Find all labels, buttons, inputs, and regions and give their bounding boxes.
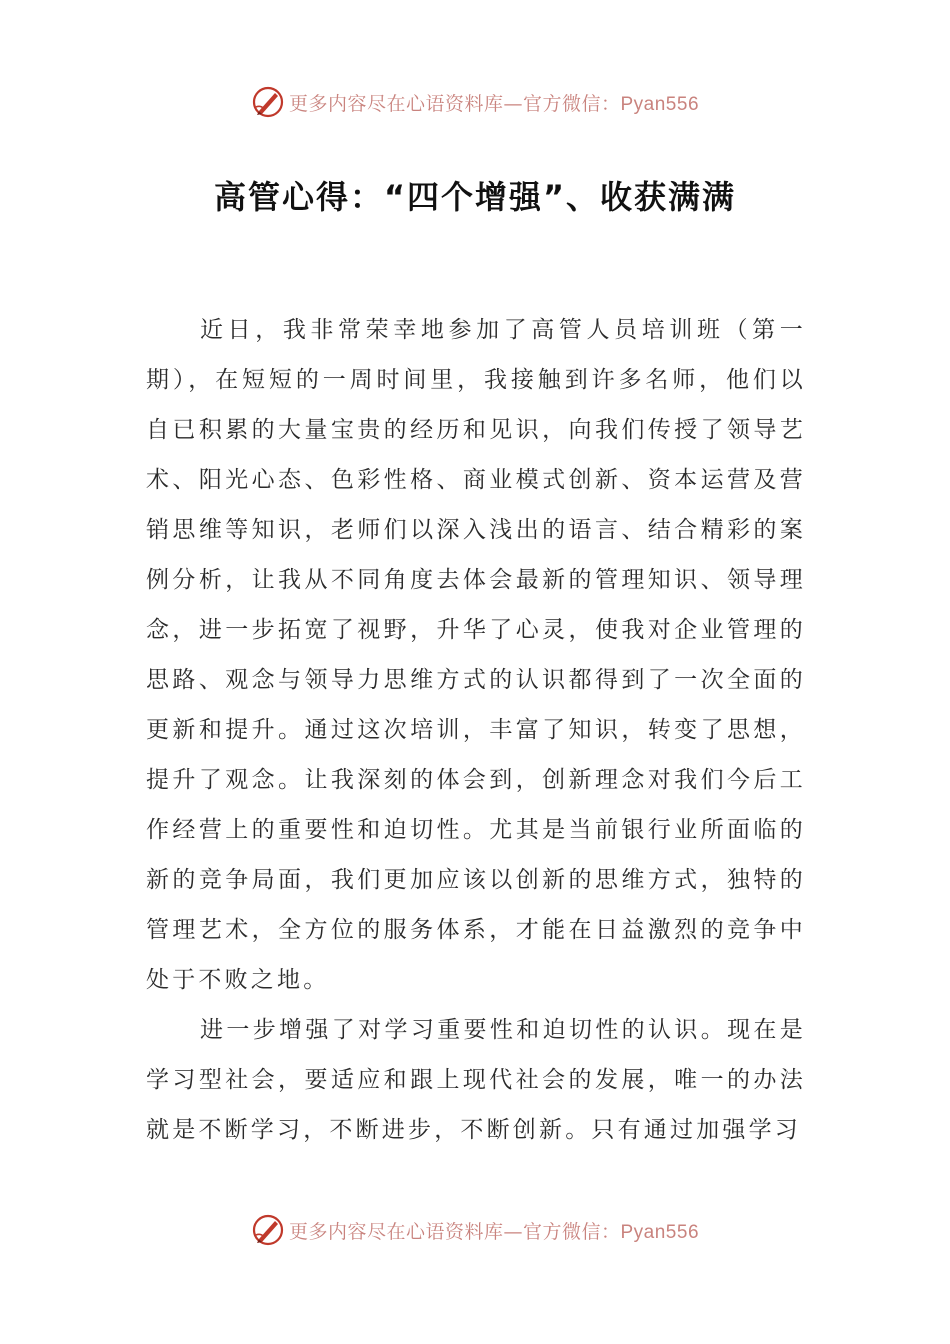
header-banner-text: 更多内容尽在心语资料库—官方微信：Pyan556 <box>288 92 700 115</box>
document-title: 高管心得：“四个增强”、收获满满 <box>213 178 737 216</box>
document-body <box>146 305 806 1155</box>
pen-logo-icon <box>251 1213 285 1247</box>
footer-wechat-id: Pyan556 <box>620 1221 700 1243</box>
header-banner <box>0 82 950 122</box>
footer-banner-text: 更多内容尽在心语资料库—官方微信：Pyan556 <box>288 1220 700 1243</box>
footer-banner <box>0 1210 950 1250</box>
pen-logo-icon <box>251 85 285 119</box>
paragraph-2: 进一步增强了对学习重要性和迫切性的认识。现在是学习型社会，要适应和跟上现代社会的发展，唯一的办法就是不断学习，不断进步，不断创新。只有通过加强学习 <box>146 1017 806 1143</box>
header-wechat-id: Pyan556 <box>620 93 700 115</box>
paragraph-1: 近日，我非常荣幸地参加了高管人员培训班（第一期），在短短的一周时间里，我接触到许多名师，他们以自已积累的大量宝贵的经历和见识，向我们传授了领导艺术、阳光心态、色彩性格、商业模式创新、资本运营及营销思维等知识，老师们以深入浅出的语言、结合精彩的案例分析，让我从不同角度去体会最新的管理知识、领导理念，进一步拓宽了视野，升华了心灵，使我对企业管理的思路、观念与领导力思维方式的认识都得到了一次全面的更新和提升。通过这次培训，丰富了知识，转变了思想，提升了观念。让我深刻的体会到，创新理念对我们今后工作经营上的重要性和迫切性。尤其是当前银行业所面临的新的竞争局面，我们更加应该以创新的思维方式，独特的管理艺术，全方位的服务体系，才能在日益激烈的竞争中处于不败之地。 <box>146 317 806 993</box>
